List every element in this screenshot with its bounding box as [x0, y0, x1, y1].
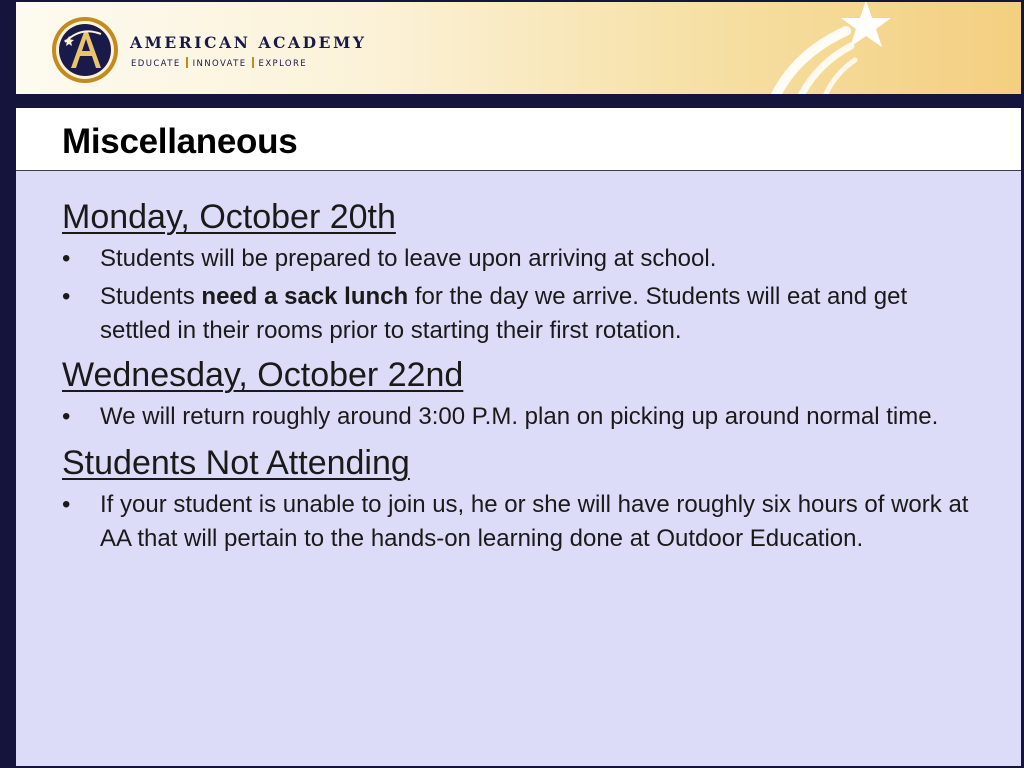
logo-tagline — [131, 57, 307, 69]
tagline-separator — [186, 57, 188, 68]
bullet-list — [62, 400, 982, 434]
bullet-text-trail: for the day we arrive. Students will eat and get settled in their rooms prior to starting their first rotation. — [100, 283, 908, 344]
header-banner — [16, 2, 1021, 94]
title-band — [16, 108, 1021, 171]
bullet-text: If your student is unable to join us, he or she will have roughly six hours of work at AA that will pertain to the hands-on learning done at Outdoor Education. — [100, 491, 969, 552]
frame-left-border — [0, 0, 16, 768]
bullet-glyph: • — [62, 403, 71, 430]
bullet-item — [62, 400, 982, 434]
bullet-glyph: • — [62, 283, 71, 310]
tagline-separator — [252, 57, 254, 68]
bullet-glyph: • — [62, 491, 71, 518]
slide-content — [62, 196, 982, 556]
logo-name: AMERICAN ACADEMY — [130, 33, 367, 52]
bullet-item — [62, 488, 982, 556]
shooting-star-icon — [751, 2, 901, 94]
american-academy-seal-icon — [51, 16, 119, 84]
bullet-item — [62, 280, 982, 348]
bullet-item — [62, 242, 982, 276]
header-divider-bar — [16, 94, 1021, 108]
bullet-text-emphasis: need a sack lunch — [201, 283, 409, 310]
bullet-list — [62, 488, 982, 556]
section-wednesday — [62, 354, 982, 434]
bullet-text-lead: Students — [100, 283, 202, 310]
section-heading: Monday, October 20th — [62, 198, 396, 236]
tagline-word: INNOVATE — [192, 59, 247, 69]
slide-title: Miscellaneous — [62, 122, 298, 161]
bullet-glyph: • — [62, 245, 71, 272]
tagline-word: EXPLORE — [258, 59, 308, 69]
section-heading: Wednesday, October 22nd — [62, 356, 464, 394]
section-heading: Students Not Attending — [62, 444, 410, 482]
bullet-text: Students will be prepared to leave upon arriving at school. — [100, 245, 717, 272]
section-not-attending — [62, 442, 982, 556]
section-monday — [62, 196, 982, 348]
bullet-text: We will return roughly around 3:00 P.M. plan on picking up around normal time. — [100, 403, 939, 430]
tagline-word: EDUCATE — [131, 59, 181, 69]
bullet-list — [62, 242, 982, 348]
